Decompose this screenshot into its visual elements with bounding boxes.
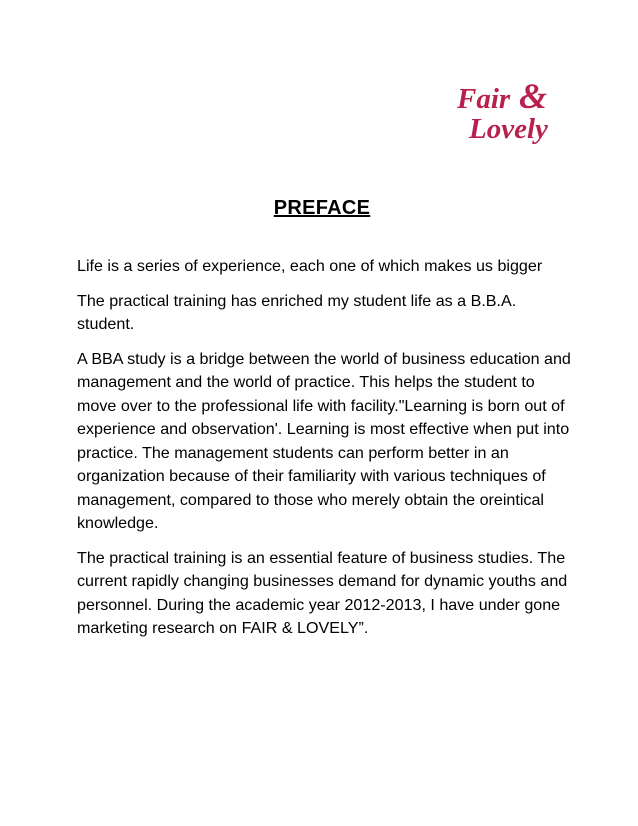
preface-body xyxy=(77,255,577,641)
paragraph-1: Life is a series of experience, each one of which makes us bigger xyxy=(77,257,543,275)
paragraph-4: The practical training is an essential feature of business studies. The current rapidly changing businesses demand for dynamic youths and personnel. During the academic year 2012-2013, I have under gone marketing research on FAIR & LOVELY”. xyxy=(77,548,568,637)
logo-word-lovely: Lovely xyxy=(469,113,548,145)
paragraph-2: The practical training has enriched my student life as a B.B.A. student. xyxy=(77,291,517,333)
paragraph-3: A BBA study is a bridge between the world of business education and management and the world of practice. This helps the student to move over to the professional life with facility."Learning is born out of experience and observation'. Learning is most effective when put into practice. The management students can perform better in an organization because of their familiarity with various techniques of management, compared to those who merely obtain the oreintical knowledge. xyxy=(77,349,571,532)
fair-and-lovely-logo xyxy=(455,78,567,156)
page-title: PREFACE xyxy=(273,197,371,219)
logo-ampersand: & xyxy=(519,78,548,116)
logo-word-fair: Fair xyxy=(457,83,511,115)
